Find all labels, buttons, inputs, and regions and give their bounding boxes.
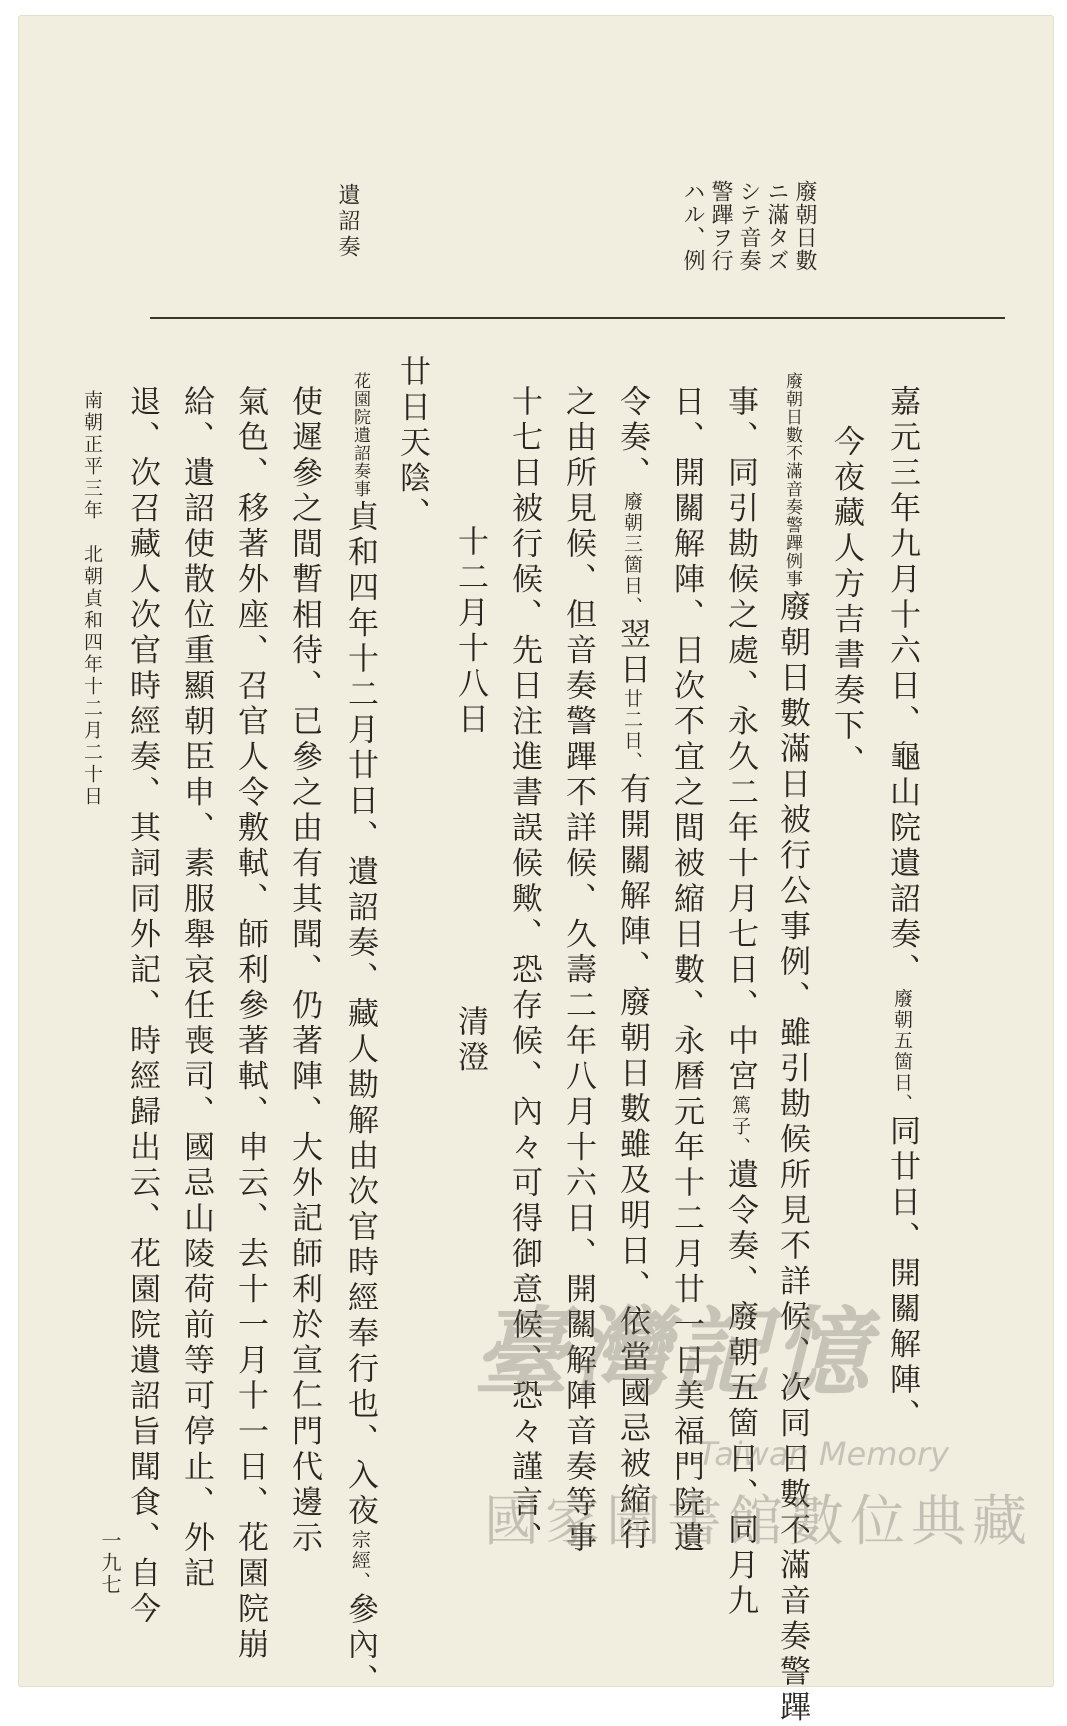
text-column-2: 今夜藏人方吉書奏下、 (828, 425, 864, 780)
text-col-11-main: 貞和四年十二月廿日、遺詔奏、藏人勘解由次官時經奉行也、入夜 (342, 500, 378, 1530)
marginal-note-col-5: ハル、例 (680, 180, 705, 272)
text-column-14: 給、遺詔使散位重顯朝臣申、素服舉哀任喪司、國忌山陵荷前等可停止、外記 (178, 385, 214, 1592)
text-column-5: 日、開關解陣、日次不宜之間被縮日數、永曆元年十二月廿一日美福門院遺 (668, 385, 704, 1557)
text-col-1-main: 嘉元三年九月十六日、龜山院遺詔奏、 (884, 385, 920, 989)
text-column-11 (342, 370, 378, 1699)
text-column-1 (884, 385, 920, 1434)
page-number: 一九七 (98, 1530, 122, 1596)
text-col-4-note: 篤子、 (729, 1095, 751, 1158)
footer-date-line: 南朝正平三年 北朝貞和四年十二月二十日 (81, 390, 103, 808)
text-col-1-end: 同廿日、開關解陣、 (884, 1114, 920, 1434)
letter-date: 十二月十八日 (452, 525, 488, 738)
watermark-institution: 國家圖書館數位典藏 (484, 1489, 1034, 1553)
text-column-15: 退、次召藏人次官時經奏、其詞同外記、時經歸出云、花園院遺詔旨聞食、自今 (124, 385, 160, 1628)
text-column-7: 之由所見候、但音奏警蹕不詳候、久壽二年八月十六日、開關解陣音奏等事 (560, 385, 596, 1557)
book-page (18, 15, 1054, 1726)
section-title: 遺詔奏 (335, 183, 360, 261)
text-col-6-note-2: 廿二日、 (621, 688, 643, 773)
text-col-11-heading: 花園院遺詔奏事 (350, 372, 370, 498)
text-column-10: 廿日天陰、 (394, 355, 430, 533)
text-col-4-a: 事、同引勘候之處、永久二年十月七日、中宮 (722, 385, 758, 1095)
text-col-1-note: 廢朝五箇日、 (891, 988, 913, 1115)
text-col-6-c: 有開關解陣、廢朝日數雖及明日、依當國忌被縮行 (614, 772, 650, 1554)
watermark-english: Taiwan Memory (698, 1435, 950, 1473)
text-col-3-heading: 廢朝日數不滿音奏警蹕例事 (782, 372, 802, 588)
text-col-4-b: 遺令奏、廢朝五箇日、同月九 (722, 1158, 758, 1620)
text-col-6-b: 翌日 (614, 617, 650, 689)
letter-signature: 清澄 (452, 1005, 488, 1076)
watermark-logo: 臺灣記憶 (473, 1296, 873, 1409)
text-col-6-note: 廢朝三箇日、 (621, 491, 643, 618)
marginal-note-col-1: 廢朝日數 (792, 180, 817, 272)
text-column-12: 使遲參之間暫相待、已參之由有其聞、仍著陣、大外記師利於宣仁門代邊示 (286, 385, 322, 1557)
marginal-note-col-4: 警蹕ヲ行 (708, 180, 733, 272)
text-column-8: 十七日被行候、先日注進書誤候歟、恐存候、內々可得御意候、恐々謹言、 (506, 385, 542, 1557)
marginal-note-col-3: シテ音奏 (736, 180, 761, 272)
header-rule (150, 317, 1005, 319)
text-col-11-note: 宗經、 (349, 1529, 371, 1593)
text-col-3-main: 廢朝日數滿日被行公事例、雖引勘候所見不詳候、次同日數不滿音奏警蹕 (774, 590, 810, 1726)
text-col-11-end: 參內、 (342, 1592, 378, 1699)
text-col-6-a: 令奏、 (614, 385, 650, 492)
marginal-note-col-2: ニ滿タズ (764, 180, 789, 272)
text-column-13: 氣色、移著外座、召官人令敷軾、師利參著軾、申云、去十一月十一日、花園院崩 (232, 385, 268, 1663)
